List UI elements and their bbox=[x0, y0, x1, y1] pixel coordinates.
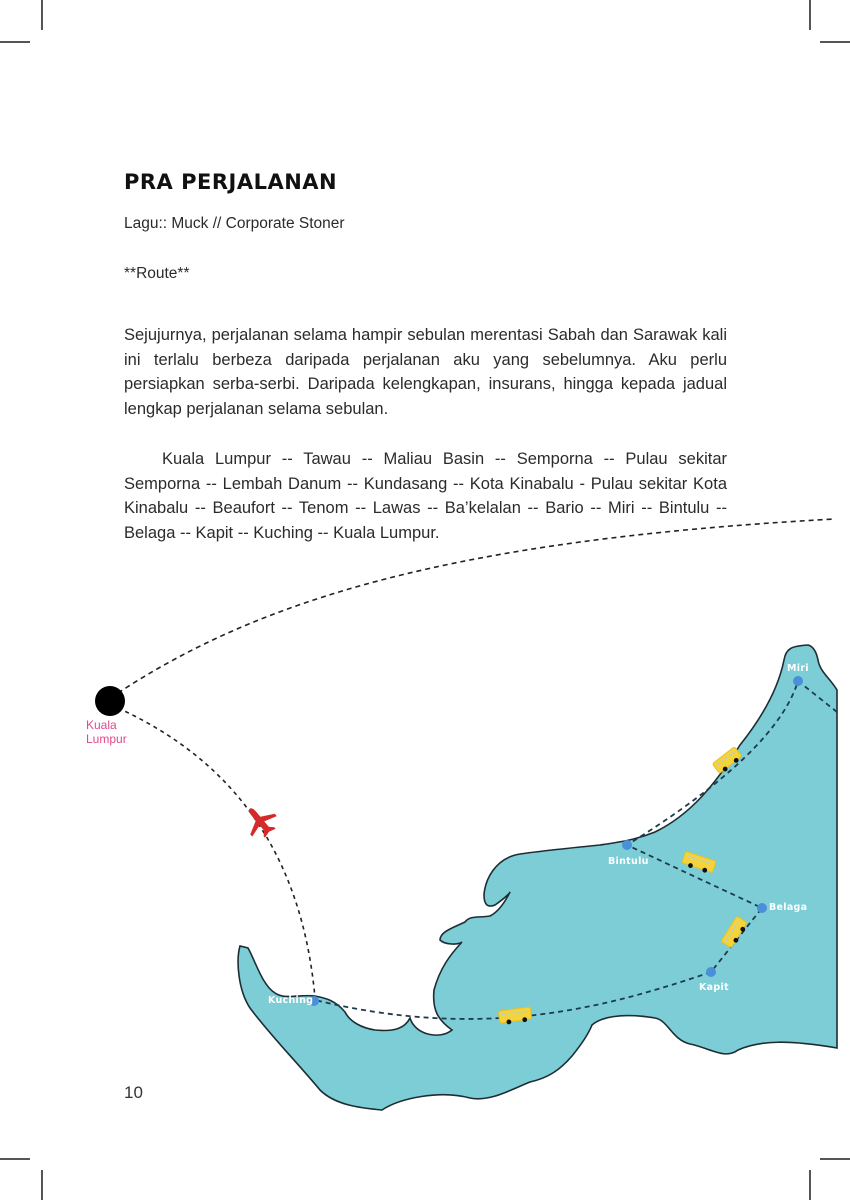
flight-path-outbound bbox=[118, 519, 835, 693]
route-paragraph: Kuala Lumpur -- Tawau -- Maliau Basin -- Semporna -- Pulau sekitar Semporna -- Lembah Danum -- Kundasang -- Kota Kinabalu - Pulau sekitar Kota Kinabalu -- Beaufort -- Tenom -- Lawas -- Ba’kelalan -- Bario -- Miri -- Bintulu -- Belaga -- Kapit -- Kuching -- Kuala Lumpur. bbox=[124, 450, 727, 543]
city-label-bintulu: Bintulu bbox=[608, 856, 649, 867]
city-label-belaga: Belaga bbox=[769, 902, 808, 913]
page-number: 10 bbox=[124, 1083, 143, 1102]
page-title: PRA PERJALANAN bbox=[124, 170, 338, 194]
flight-path-return bbox=[118, 708, 315, 998]
city-dot-bintulu bbox=[622, 840, 632, 850]
city-label-miri: Miri bbox=[787, 663, 809, 674]
sarawak-landmass bbox=[238, 645, 837, 1110]
city-label-kapit: Kapit bbox=[699, 982, 729, 993]
city-dot-miri bbox=[793, 676, 803, 686]
song-line: Lagu:: Muck // Corporate Stoner bbox=[124, 215, 345, 232]
origin-dot bbox=[95, 686, 125, 716]
city-label-kuching: Kuching bbox=[268, 995, 314, 1006]
intro-paragraph: Sejujurnya, perjalanan selama hampir sebulan merentasi Sabah dan Sarawak kali ini terlalu berbeza daripada perjalanan aku yang sebelumnya. Aku perlu persiapkan serba-serbi. Daripada kelengkapan, insurans, hingga kepada jadual lengkap perjalanan selama sebulan. bbox=[124, 326, 727, 419]
origin-label: Kuala Lumpur bbox=[86, 718, 127, 746]
city-dot-belaga bbox=[757, 903, 767, 913]
city-dot-kapit bbox=[706, 967, 716, 977]
route-heading: **Route** bbox=[124, 265, 190, 282]
